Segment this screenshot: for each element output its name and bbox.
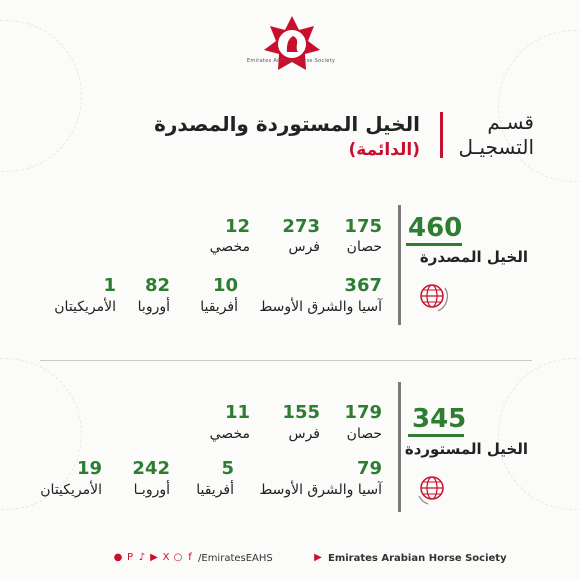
section-bar bbox=[398, 205, 401, 325]
instagram-icon[interactable]: ○ bbox=[173, 552, 183, 563]
region-label: أوروبـا bbox=[133, 482, 170, 498]
x-icon[interactable]: X bbox=[162, 552, 170, 563]
stat-value: 155 bbox=[282, 402, 320, 423]
region-value: 367 bbox=[344, 275, 382, 296]
region-label: أفريقيا bbox=[200, 299, 238, 315]
stat-label: فرس bbox=[288, 239, 320, 255]
region-value: 242 bbox=[132, 458, 170, 479]
decorative-pattern bbox=[0, 20, 82, 172]
stat-value: 12 bbox=[224, 216, 250, 237]
stat-value: 175 bbox=[344, 216, 382, 237]
facebook-icon[interactable]: f bbox=[188, 552, 192, 563]
exported-total: 460 bbox=[408, 213, 463, 243]
department-line-1: قسـم bbox=[487, 110, 534, 134]
section-bar bbox=[398, 382, 401, 512]
decorative-pattern bbox=[498, 358, 580, 510]
stat-label: فرس bbox=[288, 426, 320, 442]
region-label: الأمريكيتان bbox=[54, 299, 116, 315]
region-label: الأمريكيتان bbox=[40, 482, 102, 498]
imported-total: 345 bbox=[412, 404, 467, 434]
region-value: 82 bbox=[144, 275, 170, 296]
region-value: 5 bbox=[221, 458, 234, 479]
page-title: الخيل المستوردة والمصدرة bbox=[154, 112, 420, 136]
youtube-icon[interactable]: ▶ bbox=[314, 552, 322, 563]
stat-label: مخصي bbox=[209, 426, 250, 442]
imported-label: الخيل المستوردة bbox=[404, 440, 528, 458]
exported-label: الخيل المصدرة bbox=[419, 248, 528, 266]
total-underline bbox=[406, 243, 462, 246]
social-handle[interactable]: /EmiratesEAHS bbox=[198, 553, 273, 564]
tiktok-icon[interactable]: ♪ bbox=[138, 552, 146, 563]
stat-label: مخصي bbox=[209, 239, 250, 255]
region-value: 19 bbox=[76, 458, 102, 479]
region-value: 79 bbox=[356, 458, 382, 479]
snapchat-icon[interactable]: ● bbox=[113, 552, 123, 563]
region-label: أفريقيا bbox=[196, 482, 234, 498]
page-subtitle: (الدائمة) bbox=[348, 140, 420, 160]
eahs-logo-icon bbox=[262, 14, 322, 74]
region-label: أوروبا bbox=[137, 299, 170, 315]
stat-value: 11 bbox=[224, 402, 250, 423]
section-divider bbox=[40, 360, 532, 361]
region-value: 1 bbox=[103, 275, 116, 296]
region-label: آسيا والشرق الأوسط bbox=[259, 482, 382, 498]
globe-icon bbox=[414, 278, 450, 314]
stat-label: حصان bbox=[346, 426, 382, 442]
pinterest-icon[interactable]: P bbox=[126, 552, 134, 563]
logo-caption: Emirates Arabian Horse Society bbox=[246, 58, 336, 64]
stat-label: حصان bbox=[346, 239, 382, 255]
header-divider bbox=[440, 112, 443, 158]
department-line-2: التسجيـل bbox=[458, 135, 534, 159]
stat-value: 273 bbox=[282, 216, 320, 237]
total-underline bbox=[408, 434, 464, 437]
region-label: آسيا والشرق الأوسط bbox=[259, 299, 382, 315]
department-label bbox=[434, 110, 534, 160]
org-name[interactable]: Emirates Arabian Horse Society bbox=[328, 553, 507, 564]
youtube-icon[interactable]: ▶ bbox=[150, 552, 158, 563]
globe-icon bbox=[414, 470, 450, 506]
region-value: 10 bbox=[212, 275, 238, 296]
stat-value: 179 bbox=[344, 402, 382, 423]
